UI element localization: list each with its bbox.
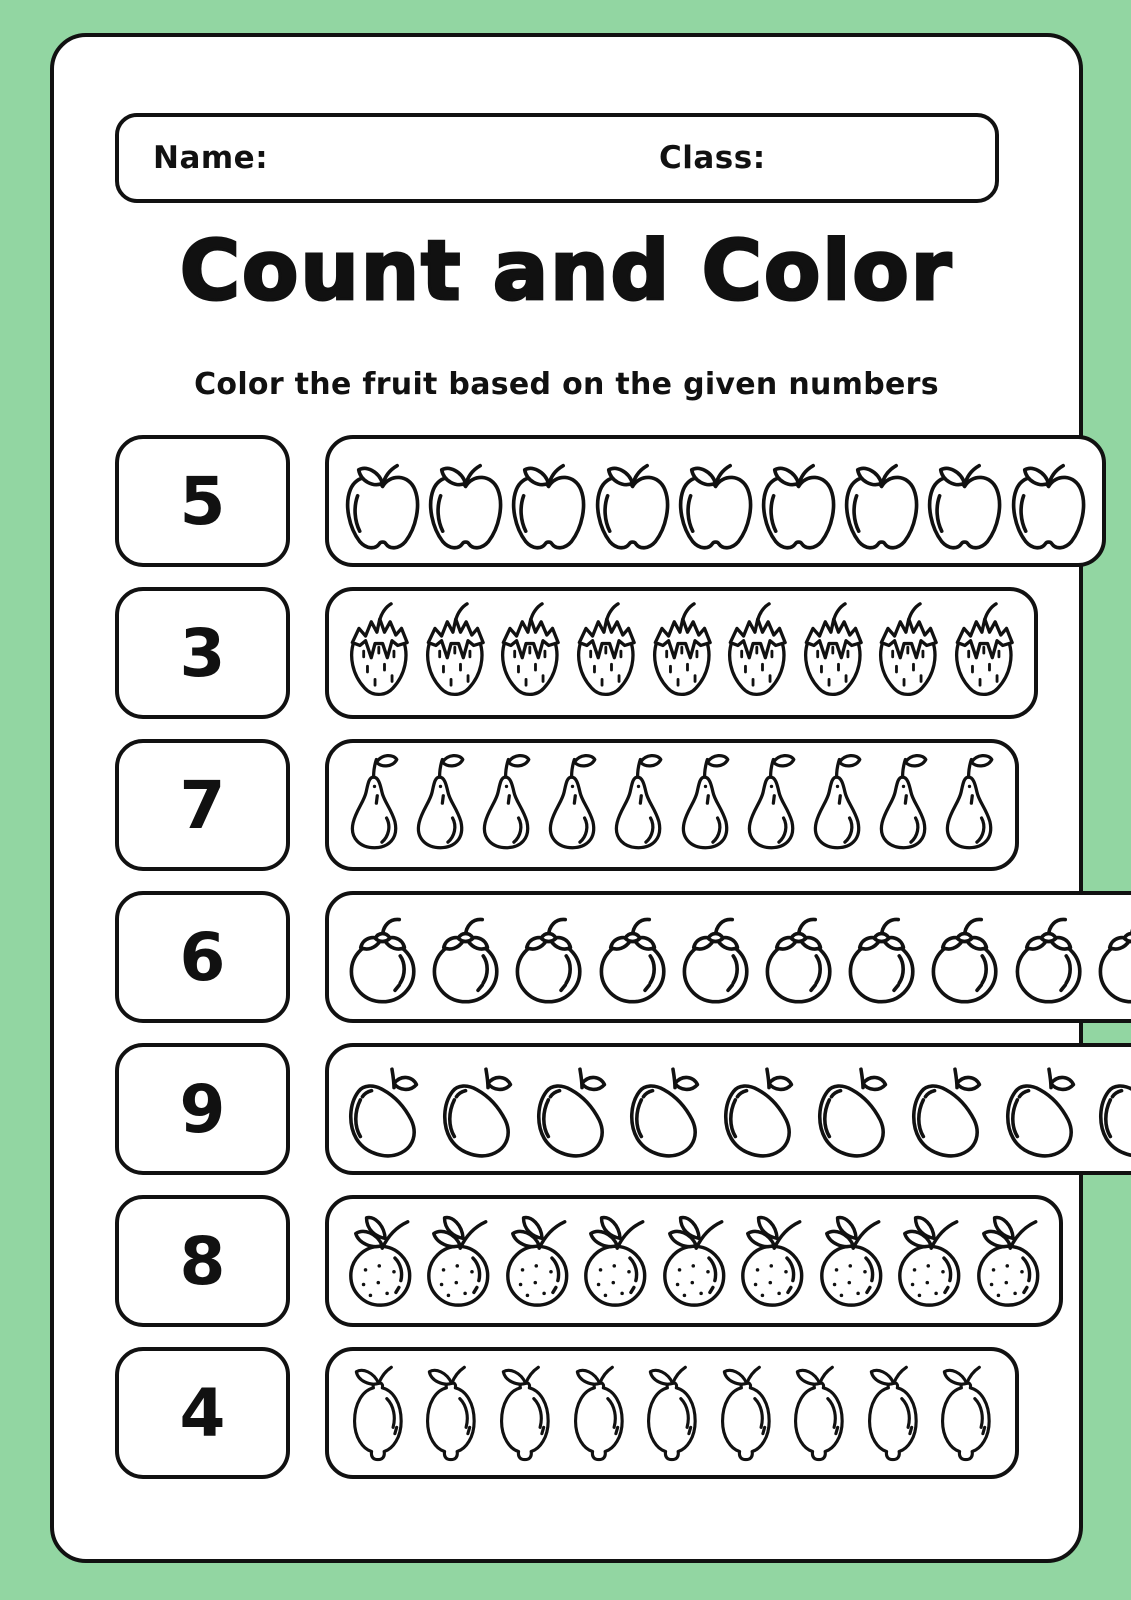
- name-class-box: [115, 113, 999, 203]
- number-box: [115, 891, 290, 1023]
- row-number: 4: [179, 1374, 226, 1452]
- strawberry-icon: [568, 591, 644, 715]
- strawberry-icon: [492, 591, 568, 715]
- apple-icon: [591, 439, 674, 563]
- page-title: Count and Color: [179, 224, 954, 319]
- orange-icon: [341, 1199, 419, 1323]
- row-number: 8: [179, 1222, 226, 1300]
- pear-icon: [738, 743, 804, 867]
- mango-fruit-box: [325, 1043, 1131, 1175]
- mango-icon: [341, 1047, 435, 1171]
- mango-icon: [716, 1047, 810, 1171]
- apple-icon: [507, 439, 590, 563]
- strawberry-icon: [795, 591, 871, 715]
- mangosteen-icon: [840, 895, 923, 1019]
- worksheet-row: [115, 739, 1019, 871]
- lemon-icon: [635, 1351, 709, 1475]
- orange-icon: [733, 1199, 811, 1323]
- mango-icon: [529, 1047, 623, 1171]
- worksheet-page: [50, 33, 1083, 1563]
- mango-icon: [622, 1047, 716, 1171]
- pear-icon: [804, 743, 870, 867]
- class-label: Class:: [659, 140, 766, 176]
- row-number: 6: [179, 918, 226, 996]
- strawberry-icon: [341, 591, 417, 715]
- apple-fruit-box: [325, 435, 1106, 567]
- apple-icon: [1007, 439, 1090, 563]
- pear-icon: [606, 743, 672, 867]
- page-subtitle: Color the fruit based on the given numbers: [194, 367, 939, 402]
- lemon-icon: [856, 1351, 930, 1475]
- number-box: [115, 1195, 290, 1327]
- lemon-icon: [562, 1351, 636, 1475]
- lemon-fruit-box: [325, 1347, 1019, 1479]
- lemon-icon: [930, 1351, 1004, 1475]
- lemon-icon: [341, 1351, 415, 1475]
- orange-icon: [419, 1199, 497, 1323]
- lemon-icon: [709, 1351, 783, 1475]
- apple-icon: [424, 439, 507, 563]
- number-box: [115, 1347, 290, 1479]
- worksheet-row: [115, 1195, 1019, 1327]
- mangosteen-icon: [1007, 895, 1090, 1019]
- mango-icon: [1091, 1047, 1131, 1171]
- mangosteen-icon: [757, 895, 840, 1019]
- worksheet-row: [115, 1347, 1019, 1479]
- pear-fruit-box: [325, 739, 1019, 871]
- number-box: [115, 1043, 290, 1175]
- apple-icon: [674, 439, 757, 563]
- pear-icon: [871, 743, 937, 867]
- lemon-icon: [488, 1351, 562, 1475]
- pear-icon: [473, 743, 539, 867]
- worksheet-row: [115, 435, 1019, 567]
- orange-icon: [655, 1199, 733, 1323]
- strawberry-icon: [719, 591, 795, 715]
- number-box: [115, 587, 290, 719]
- orange-icon: [576, 1199, 654, 1323]
- pear-icon: [937, 743, 1003, 867]
- mangosteen-icon: [424, 895, 507, 1019]
- name-label: Name:: [153, 140, 269, 176]
- mango-icon: [998, 1047, 1092, 1171]
- worksheet-row: [115, 891, 1019, 1023]
- apple-icon: [341, 439, 424, 563]
- mangosteen-icon: [507, 895, 590, 1019]
- rows: [115, 435, 1019, 1499]
- orange-icon: [969, 1199, 1047, 1323]
- mangosteen-icon: [674, 895, 757, 1019]
- pear-icon: [540, 743, 606, 867]
- orange-icon: [498, 1199, 576, 1323]
- row-number: 5: [179, 462, 226, 540]
- mango-icon: [904, 1047, 998, 1171]
- strawberry-icon: [644, 591, 720, 715]
- worksheet-row: [115, 587, 1019, 719]
- number-box: [115, 435, 290, 567]
- lemon-icon: [782, 1351, 856, 1475]
- orange-icon: [812, 1199, 890, 1323]
- mango-icon: [810, 1047, 904, 1171]
- strawberry-icon: [946, 591, 1022, 715]
- mangosteen-icon: [591, 895, 674, 1019]
- row-number: 7: [179, 766, 226, 844]
- mangosteen-icon: [341, 895, 424, 1019]
- row-number: 9: [179, 1070, 226, 1148]
- apple-icon: [840, 439, 923, 563]
- row-number: 3: [179, 614, 226, 692]
- mangosteen-icon: [923, 895, 1006, 1019]
- mangosteen-icon: [1090, 895, 1131, 1019]
- pear-icon: [341, 743, 407, 867]
- orange-icon: [890, 1199, 968, 1323]
- number-box: [115, 739, 290, 871]
- apple-icon: [923, 439, 1006, 563]
- strawberry-icon: [870, 591, 946, 715]
- strawberry-fruit-box: [325, 587, 1038, 719]
- lemon-icon: [415, 1351, 489, 1475]
- orange-fruit-box: [325, 1195, 1063, 1327]
- apple-icon: [757, 439, 840, 563]
- pear-icon: [672, 743, 738, 867]
- pear-icon: [407, 743, 473, 867]
- worksheet-row: [115, 1043, 1019, 1175]
- mango-icon: [435, 1047, 529, 1171]
- strawberry-icon: [417, 591, 493, 715]
- mangosteen-fruit-box: [325, 891, 1131, 1023]
